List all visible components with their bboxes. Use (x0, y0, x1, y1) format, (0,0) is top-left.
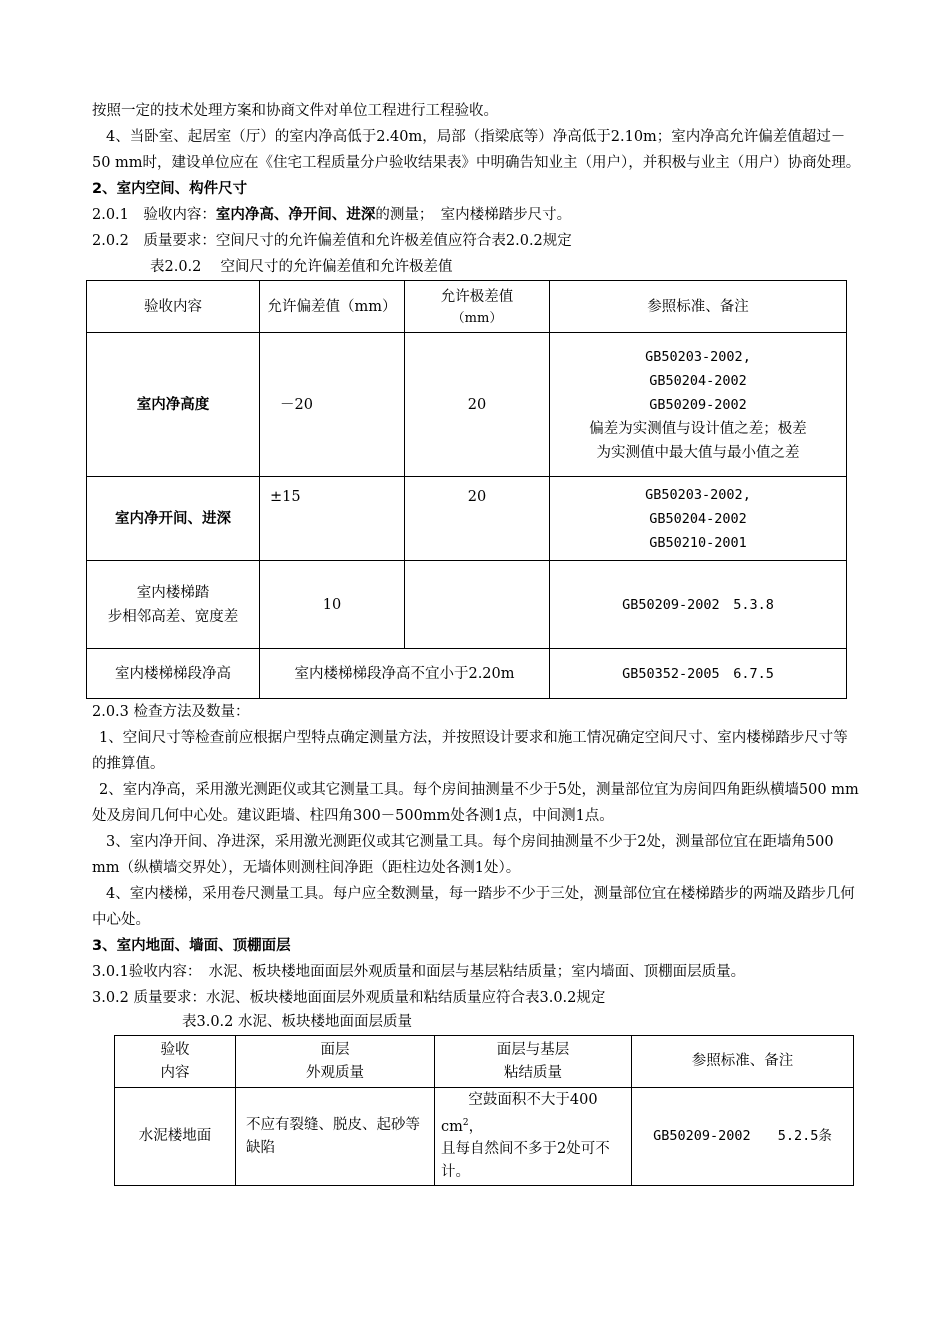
document-page (92, 98, 862, 1186)
row3-item-line1: 室内楼梯踏 (136, 584, 210, 601)
table-3-0-2 (114, 1035, 854, 1186)
bond-line2 (441, 1112, 625, 1139)
header-bond-line2: 粘结质量 (504, 1064, 562, 1081)
bond-unit-exponent: 2 (462, 1117, 469, 1128)
ref-line: GB50209-2002 (649, 396, 747, 413)
row-item: 水泥楼地面 (115, 1088, 236, 1186)
bond-line1: 空鼓面积不大于400 (468, 1091, 598, 1108)
row1-range: 20 (405, 333, 550, 477)
row3-item-line2: 步相邻高差、宽度差 (107, 608, 239, 625)
header-appearance-line1: 面层 (320, 1041, 350, 1058)
ref-line: GB50203-2002, (645, 348, 751, 365)
row4-item: 室内楼梯梯段净高 (87, 649, 260, 699)
header-range (405, 281, 550, 333)
ref-line: GB50203-2002, (645, 486, 751, 503)
bond-line3: 且每自然间不多于2处可不计。 (441, 1141, 610, 1181)
row2-refs (550, 477, 847, 561)
row1-refs (550, 333, 847, 477)
row1-item: 室内净高度 (87, 333, 260, 477)
header-bond (435, 1036, 632, 1088)
table-row (87, 333, 847, 477)
header-item (115, 1036, 236, 1088)
table-row (115, 1088, 854, 1186)
table-row (87, 649, 847, 699)
method-4: 4、室内楼梯，采用卷尺测量工具。每户应全数测量，每一踏步不少于三处，测量部位宜在楼梯踏步的两端及踏步几何中心处。 (92, 886, 855, 928)
method-2: 2、室内净高，采用激光测距仪或其它测量工具。每个房间抽测量不少于5处，测量部位宜为房间四角距纵横墙500 mm处及房间几何中心处。建议距墙、柱四角300－500mm处各测1点，中间测1点。 (92, 782, 859, 824)
row3-deviation: 10 (260, 561, 405, 649)
table-3-0-2-caption: 表3.0.2 水泥、板块楼地面面层质量 (182, 1014, 413, 1030)
ref-line: GB50210-2001 (649, 534, 747, 551)
row-appearance: 不应有裂缝、脱皮、起砂等缺陷 (236, 1088, 435, 1186)
bond-comma: ， (468, 1118, 484, 1135)
header-range-line1: 允许极差值 (440, 288, 514, 305)
clause-2-0-2: 2.0.2 质量要求：空间尺寸的允许偏差值和允许极差值应符合表2.0.2规定 (92, 233, 572, 249)
clause-3-0-1: 3.0.1验收内容： 水泥、板块楼地面面层外观质量和面层与基层粘结质量；室内墙面、顶棚面层质量。 (92, 964, 746, 980)
bond-unit: cm (441, 1118, 463, 1135)
table-2-0-2-caption: 表2.0.2 空间尺寸的允许偏差值和允许极差值 (150, 259, 453, 275)
clause-2-0-1-suffix: 的测量； 室内楼梯踏步尺寸。 (375, 207, 572, 223)
clause-2-0-3: 2.0.3 检查方法及数量： (92, 704, 250, 720)
header-reference: 参照标准、备注 (550, 281, 847, 333)
section-2-heading: 2、室内空间、构件尺寸 (92, 181, 248, 197)
header-range-line2: （mm） (451, 310, 503, 326)
row4-merged: 室内楼梯梯段净高不宜小于2.20m (260, 649, 550, 699)
header-item: 验收内容 (87, 281, 260, 333)
row3-range (405, 561, 550, 649)
header-deviation: 允许偏差值（mm） (260, 281, 405, 333)
table-row (87, 477, 847, 561)
row4-ref: GB50352-2005 6.7.5 (550, 649, 847, 699)
clause-3-0-2: 3.0.2 质量要求：水泥、板块楼地面面层外观质量和粘结质量应符合表3.0.2规定 (92, 990, 606, 1006)
header-reference: 参照标准、备注 (632, 1036, 854, 1088)
row3-ref: GB50209-2002 5.3.8 (550, 561, 847, 649)
header-item-line2: 内容 (160, 1064, 190, 1081)
ref-line: GB50204-2002 (649, 510, 747, 527)
table-row (87, 561, 847, 649)
header-appearance (236, 1036, 435, 1088)
clause-2-0-1-bold: 室内净高、净开间、进深 (215, 206, 376, 223)
row2-item: 室内净开间、进深 (87, 477, 260, 561)
ref-line: GB50204-2002 (649, 372, 747, 389)
row2-range: 20 (405, 477, 550, 561)
table-2-0-2 (86, 280, 847, 699)
intro-item-4: 4、当卧室、起居室（厅）的室内净高低于2.40m，局部（指梁底等）净高低于2.10m；室内净高允许偏差值超过－50 mm时，建设单位应在《住宅工程质量分户验收结果表》中明确告知业主（用户），并积极与业主（用户）协商处理。 (92, 129, 861, 171)
table-header-row (87, 281, 847, 333)
table-header-row (115, 1036, 854, 1088)
header-appearance-line2: 外观质量 (306, 1064, 364, 1081)
header-item-line1: 验收 (160, 1041, 190, 1058)
row-bond (435, 1088, 632, 1186)
method-1: 1、空间尺寸等检查前应根据户型特点确定测量方法，并按照设计要求和施工情况确定空间尺寸、室内楼梯踏步尺寸等的推算值。 (92, 730, 848, 772)
section-3-heading: 3、室内地面、墙面、顶棚面层 (92, 938, 291, 954)
intro-line: 按照一定的技术处理方案和协商文件对单位工程进行工程验收。 (92, 103, 498, 119)
clause-2-0-1 (92, 202, 862, 228)
method-3: 3、室内净开间、净进深，采用激光测距仪或其它测量工具。每个房间抽测量不少于2处，测量部位宜在距墙角500 mm（纵横墙交界处），无墙体则测柱间净距（距柱边处各测1处）。 (92, 834, 834, 876)
clause-2-0-1-prefix: 2.0.1 验收内容： (92, 207, 216, 223)
row1-deviation: －20 (260, 333, 405, 477)
ref-note: 偏差为实测值与设计值之差；极差 (589, 420, 807, 437)
row3-item (87, 561, 260, 649)
header-bond-line1: 面层与基层 (496, 1041, 570, 1058)
row-ref: GB50209-2002 5.2.5条 (632, 1088, 854, 1186)
row2-deviation: ±15 (260, 477, 405, 561)
ref-note: 为实测值中最大值与最小值之差 (596, 444, 800, 461)
